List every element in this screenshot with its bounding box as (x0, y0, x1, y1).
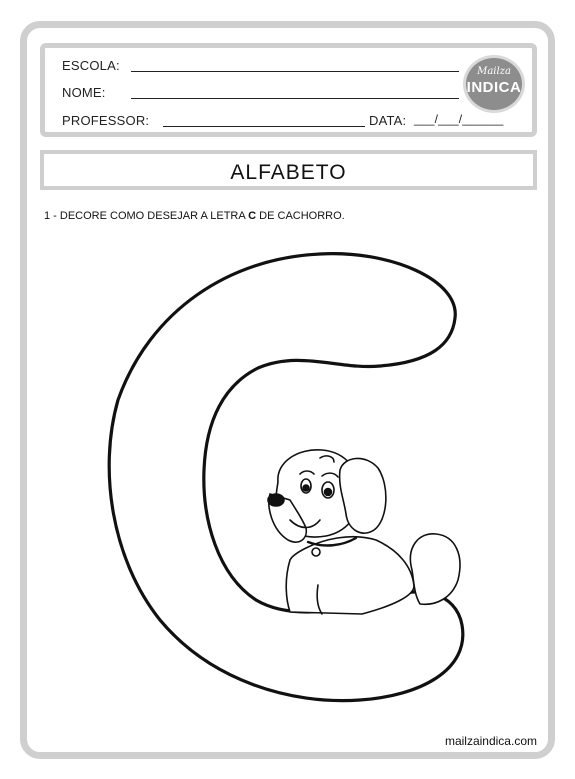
logo-text-top: Mailza (477, 66, 511, 77)
page-title: ALFABETO (230, 161, 347, 184)
instruction-suffix: DE CACHORRO. (256, 210, 345, 222)
instruction-letter: C (248, 210, 257, 222)
instruction-prefix: 1 - DECORE COMO DESEJAR A LETRA (44, 210, 249, 222)
logo-text-bottom: INDICA (466, 79, 522, 96)
data-label: DATA: (369, 113, 407, 128)
nome-label: NOME: (62, 85, 106, 100)
escola-label: ESCOLA: (62, 58, 120, 73)
date-field[interactable]: ___/___/______ (414, 112, 504, 126)
dog-icon (268, 450, 460, 614)
footer-site-url[interactable]: mailzaindica.com (444, 734, 537, 748)
professor-label: PROFESSOR: (62, 113, 150, 128)
